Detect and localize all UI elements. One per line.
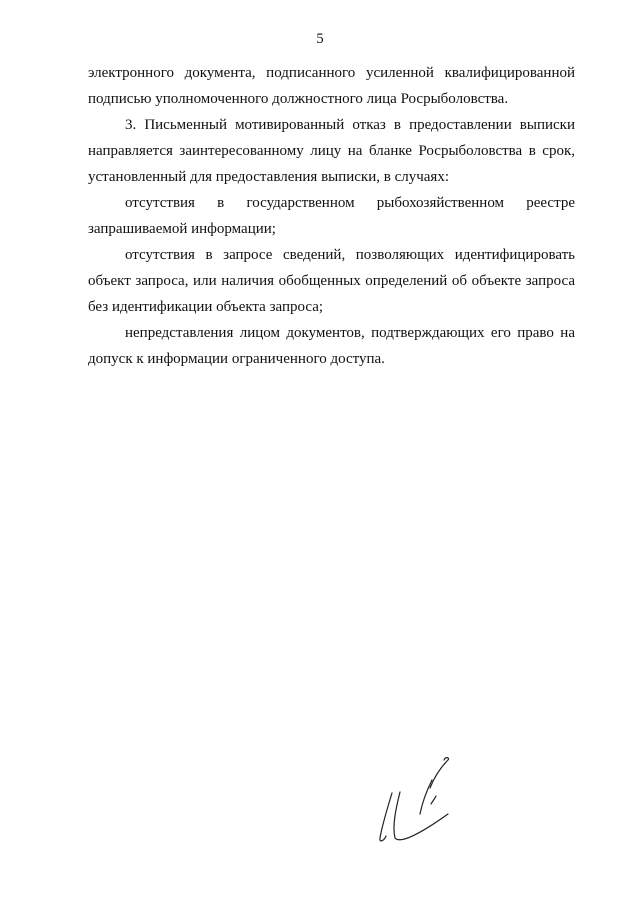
handwritten-signature <box>370 748 470 848</box>
paragraph-case-no-identification: отсутствия в запросе сведений, позволяющих идентифицировать объект запроса, или наличия обобщенных определений об объекте запроса без идентификации объекта запроса; <box>88 247 575 315</box>
paragraph-continuation: электронного документа, подписанного усиленной квалифицированной подписью уполномоченного должностного лица Росрыболовства. <box>88 65 575 107</box>
paragraph-refusal-clause: 3. Письменный мотивированный отказ в предоставлении выписки направляется заинтересованному лицу на бланке Росрыболовства в срок, установленный для предоставления выписки, в случаях: <box>88 117 575 185</box>
page-number: 5 <box>316 31 324 47</box>
paragraph-case-no-documents: непредставления лицом документов, подтверждающих его право на допуск к информации ограниченного доступа. <box>88 325 575 367</box>
document-body <box>88 60 575 372</box>
paragraph-case-no-information: отсутствия в государственном рыбохозяйственном реестре запрашиваемой информации; <box>88 195 575 237</box>
